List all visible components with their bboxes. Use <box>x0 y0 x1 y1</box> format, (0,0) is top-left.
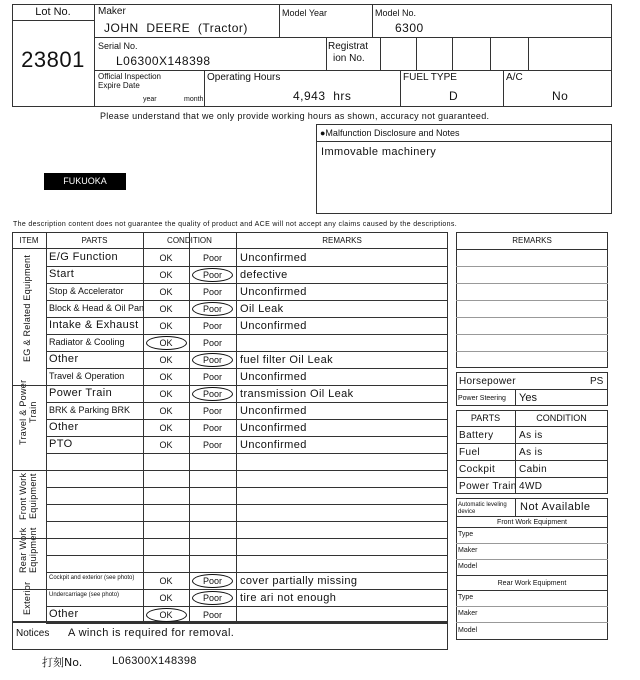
power-steering-label: Power Steering <box>458 395 506 402</box>
selected-poor-circle <box>192 574 233 588</box>
fuel-type-label: FUEL TYPE <box>403 72 457 83</box>
part-name: Block & Head & Oil Pan <box>49 303 145 313</box>
remark-text: transmission Oil Leak <box>240 388 354 400</box>
condition-ok[interactable]: OK <box>159 406 173 416</box>
condition-ok[interactable]: OK <box>159 355 173 365</box>
malfunction-title: ●Malfunction Disclosure and Notes <box>320 128 460 138</box>
disclaimer: The description content does not guarantee the quality of product and ACE will not accept any claims caused by the descriptions. <box>13 221 458 228</box>
selected-poor-circle <box>192 387 233 401</box>
remarks-row-line <box>456 317 608 318</box>
right-part-name: Cockpit <box>459 464 496 475</box>
registration-label-1: Registrat <box>328 41 369 52</box>
condition-ok[interactable]: OK <box>159 287 173 297</box>
condition-poor[interactable]: Poor <box>202 406 222 416</box>
selected-poor-circle <box>192 353 233 367</box>
part-name: BRK & Parking BRK <box>49 405 131 415</box>
condition-ok[interactable]: OK <box>159 576 173 586</box>
notices-text: A winch is required for removal. <box>68 627 235 639</box>
rear-model-label: Model <box>458 627 478 634</box>
malfunction-text: Immovable machinery <box>321 146 437 158</box>
condition-poor[interactable]: Poor <box>202 440 222 450</box>
front-model-label: Model <box>458 563 478 570</box>
condition-ok[interactable]: OK <box>159 372 173 382</box>
maker-label: Maker <box>98 6 126 17</box>
right-part-condition: 4WD <box>519 481 543 492</box>
group-travel-power <box>18 370 42 454</box>
remarks-row-line <box>456 266 608 267</box>
month-label: month <box>184 96 204 103</box>
right-part-condition: Cabin <box>519 464 548 475</box>
remark-text: fuel filter Oil Leak <box>240 354 333 366</box>
year-label: year <box>143 96 157 103</box>
model-year-label: Model Year <box>282 8 328 18</box>
condition-poor[interactable]: Poor <box>202 287 222 297</box>
registration-label-2: ion No. <box>333 53 365 64</box>
condition-ok[interactable]: OK <box>159 338 173 348</box>
remark-text: defective <box>240 269 288 281</box>
condition-ok[interactable]: OK <box>159 610 173 620</box>
stamp-label: 打刻No. <box>42 656 83 669</box>
operating-hours-value: 4,943 hrs <box>293 89 352 103</box>
row-line <box>46 623 448 624</box>
model-no-value: 6300 <box>395 21 424 35</box>
condition-poor[interactable]: Poor <box>202 372 222 382</box>
remark-text: Unconfirmed <box>240 439 307 451</box>
condition-poor[interactable]: Poor <box>202 304 222 314</box>
operating-hours-label: Operating Hours <box>207 72 281 83</box>
row-line <box>46 521 448 522</box>
part-name: Radiator & Cooling <box>49 337 125 347</box>
condition-poor[interactable]: Poor <box>202 321 222 331</box>
remarks-row-line <box>456 334 608 335</box>
rear-work-header: Rear Work Equipment <box>497 580 567 587</box>
right-parts-header: PARTS <box>470 413 501 423</box>
parts-header: PARTS <box>81 236 108 245</box>
ac-value: No <box>552 89 569 103</box>
condition-ok[interactable]: OK <box>159 321 173 331</box>
rear-type-label: Type <box>458 594 474 601</box>
power-steering-value: Yes <box>519 392 537 404</box>
remark-text: Unconfirmed <box>240 371 307 383</box>
condition-poor[interactable]: Poor <box>202 389 222 399</box>
inspection-label-1: Official Inspection <box>98 72 161 81</box>
remark-text: Unconfirmed <box>240 320 307 332</box>
remark-text: cover partially missing <box>240 575 358 587</box>
condition-poor[interactable]: Poor <box>202 355 222 365</box>
part-name: PTO <box>49 438 73 450</box>
ac-label: A/C <box>506 72 523 83</box>
condition-poor[interactable]: Poor <box>202 270 222 280</box>
location-badge <box>44 173 126 190</box>
condition-ok[interactable]: OK <box>159 593 173 603</box>
right-part-condition: As is <box>519 430 543 441</box>
right-part-name: Battery <box>459 430 494 441</box>
lot-number-label: Lot No. <box>35 6 71 18</box>
part-name: Start <box>49 268 75 280</box>
part-name: Intake & Exhaust <box>49 319 139 331</box>
condition-ok[interactable]: OK <box>159 304 173 314</box>
group-exterior: Exterior <box>22 581 32 615</box>
group-rear-work-text: Rear Work Equipment <box>18 527 38 573</box>
condition-poor[interactable]: Poor <box>202 610 222 620</box>
horsepower-unit: PS <box>590 376 604 387</box>
group-rear-work <box>18 520 38 580</box>
part-name: Power Train <box>49 387 113 399</box>
remark-text: tire ari not enough <box>240 592 337 604</box>
row-line <box>46 487 448 488</box>
remark-text: Unconfirmed <box>240 252 307 264</box>
item-header: ITEM <box>19 236 39 245</box>
group-eg-related: EG & Related Equipment <box>22 254 32 362</box>
part-name: Stop & Accelerator <box>49 286 124 296</box>
selected-poor-circle <box>192 591 233 605</box>
group-front-work-text: Front Work Equipment <box>18 472 38 520</box>
condition-poor[interactable]: Poor <box>202 576 222 586</box>
stamp-value: L06300X148398 <box>112 655 197 667</box>
front-work-header: Front Work Equipment <box>497 519 567 526</box>
right-part-condition: As is <box>519 447 543 458</box>
right-remarks-header: REMARKS <box>512 236 552 245</box>
part-name: Other <box>49 353 79 365</box>
front-maker-label: Maker <box>458 547 478 554</box>
front-type-label: Type <box>458 531 474 538</box>
condition-ok[interactable]: OK <box>159 389 173 399</box>
selected-poor-circle <box>192 268 233 282</box>
fuel-type-value: D <box>449 89 459 103</box>
remarks-row-line <box>456 283 608 284</box>
rear-maker-label: Maker <box>458 610 478 617</box>
inspection-label-2: Expire Date <box>98 81 140 90</box>
part-name: Cockpit and exterior (see photo) <box>49 575 135 581</box>
condition-poor[interactable]: Poor <box>202 253 222 263</box>
row-line <box>12 538 448 539</box>
group-travel-power-text: Travel & Power Train <box>18 379 38 445</box>
auto-leveling-label: Automatic leveling device <box>458 502 507 515</box>
condition-ok[interactable]: OK <box>159 253 173 263</box>
row-line <box>46 504 448 505</box>
model-no-label: Model No. <box>375 8 417 18</box>
right-part-name: Power Train <box>459 481 517 492</box>
remark-text: Unconfirmed <box>240 286 307 298</box>
serial-value: L06300X148398 <box>116 54 211 68</box>
maker-value: JOHN DEERE (Tractor) <box>104 21 248 35</box>
remark-text: Oil Leak <box>240 303 284 315</box>
hours-notice: Please understand that we only provide working hours as shown, accuracy not guaranteed. <box>100 111 490 121</box>
notices-label: Notices <box>16 628 50 639</box>
condition-poor[interactable]: Poor <box>202 338 222 348</box>
condition-poor[interactable]: Poor <box>202 423 222 433</box>
row-line <box>46 555 448 556</box>
condition-ok[interactable]: OK <box>159 440 173 450</box>
condition-ok[interactable]: OK <box>159 423 173 433</box>
remarks-row-line <box>456 351 608 352</box>
remarks-header: REMARKS <box>322 236 362 245</box>
right-condition-header: CONDITION <box>536 413 587 423</box>
condition-header: CONDITION <box>167 236 212 245</box>
row-line <box>12 470 448 471</box>
selected-poor-circle <box>192 302 233 316</box>
selected-ok-circle <box>146 608 187 622</box>
lot-number-value: 23801 <box>21 47 85 72</box>
part-name: Other <box>49 608 79 620</box>
horsepower-label: Horsepower <box>459 376 516 387</box>
remarks-row-line <box>456 300 608 301</box>
part-name: E/G Function <box>49 251 118 263</box>
remark-text: Unconfirmed <box>240 422 307 434</box>
serial-label: Serial No. <box>98 41 138 51</box>
condition-poor[interactable]: Poor <box>202 593 222 603</box>
part-name: Travel & Operation <box>49 371 125 381</box>
selected-ok-circle <box>146 336 187 350</box>
condition-ok[interactable]: OK <box>159 270 173 280</box>
remark-text: Unconfirmed <box>240 405 307 417</box>
location-badge-text: FUKUOKA <box>63 176 107 186</box>
part-name: Undercarriage (see photo) <box>49 592 120 598</box>
part-name: Other <box>49 421 79 433</box>
auto-leveling-value: Not Available <box>520 501 591 513</box>
right-part-name: Fuel <box>459 447 481 458</box>
